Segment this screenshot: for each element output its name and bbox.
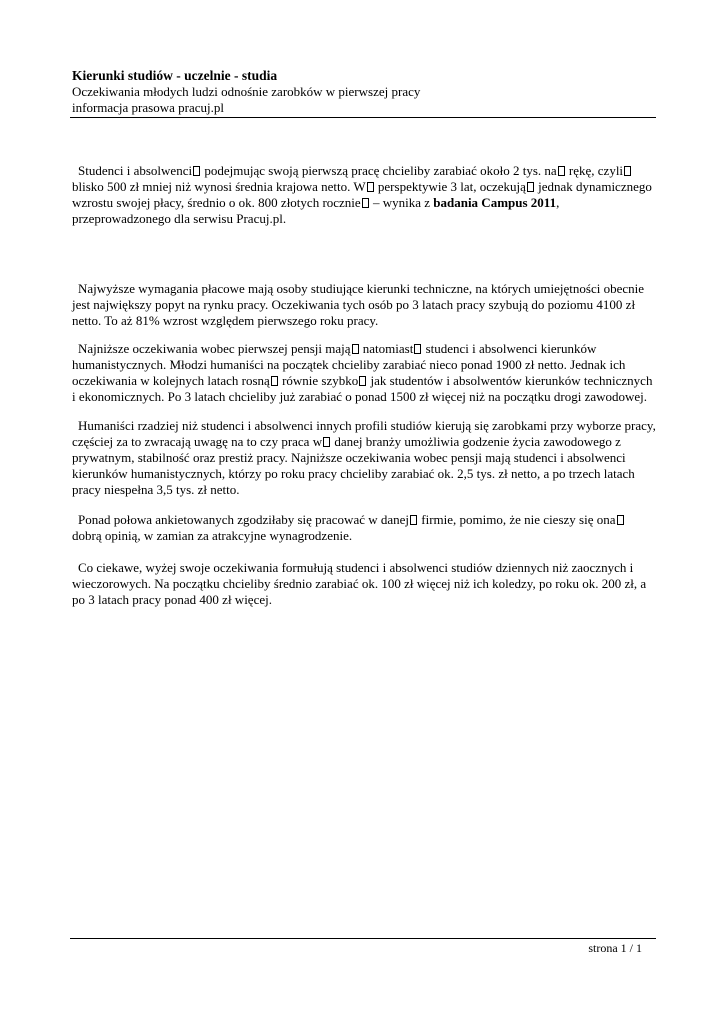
footer-divider	[70, 938, 656, 939]
paragraph-1-text: Studenci i absolwenci	[78, 163, 193, 178]
paragraph-3-text: równie szybko	[278, 373, 359, 388]
paragraph-1-text: blisko 500 zł mniej niż wynosi średnia krajowa netto. W	[72, 179, 366, 194]
paragraph-5	[72, 512, 656, 544]
paragraph-3-text: studenci i absolwenci kierunków humanistycznych. Młodzi humaniści na początek chcieliby zarabiać nieco ponad 1900 zł netto. Jednak ich oczekiwania w kolejnych latach rosną	[72, 341, 626, 388]
paragraph-1-text: – wynika z	[369, 195, 434, 210]
missing-glyph-icon	[362, 198, 369, 208]
paragraph-4-text: Humaniści rzadziej niż studenci i absolwenci innych profili studiów kierują się zarobkami przy wyborze pracy, częściej za to zwracają uwagę na to czy praca w	[72, 418, 656, 449]
missing-glyph-icon	[352, 344, 359, 354]
missing-glyph-icon	[558, 166, 565, 176]
page-number: strona 1 / 1	[588, 941, 642, 955]
paragraph-1-text: podejmując swoją pierwszą pracę chcieliby zarabiać około 2 tys. na	[201, 163, 557, 178]
paragraph-1	[72, 163, 656, 227]
paragraph-3	[72, 341, 656, 405]
missing-glyph-icon	[410, 515, 417, 525]
paragraph-3-text: natomiast	[359, 341, 414, 356]
header-divider	[70, 117, 656, 118]
paragraph-5-text: dobrą opinią, w zamian za atrakcyjne wynagrodzenie.	[72, 528, 353, 543]
paragraph-5-text: firmie, pomimo, że nie cieszy się ona	[418, 512, 616, 527]
paragraph-3-text: Najniższe oczekiwania wobec pierwszej pensji mają	[78, 341, 351, 356]
paragraph-3-text: jak studentów i absolwentów kierunków technicznych i ekonomicznych. Po 3 latach chcieliby już zarabiać o ponad 1500 zł więcej niż na początku drogi zawodowej.	[72, 373, 653, 404]
paragraph-1-text: jednak dynamicznego wzrostu swojej płacy, średnio o ok. 800 złotych rocznie	[72, 179, 652, 210]
paragraph-1-text: rękę, czyli	[565, 163, 624, 178]
missing-glyph-icon	[323, 437, 330, 447]
paragraph-6: Co ciekawe, wyżej swoje oczekiwania formułują studenci i absolwenci studiów dziennych niż zaocznych i wieczorowych. Na początku chcieliby średnio zarabiać ok. 100 zł więcej niż ich koledzy, po roku ok. 200 zł, a po 3 latach pracy ponad 400 zł więcej.	[72, 560, 647, 607]
document-subtitle: Oczekiwania młodych ludzi odnośnie zarobków w pierwszej pracy	[72, 84, 421, 99]
paragraph-4	[72, 418, 656, 498]
missing-glyph-icon	[624, 166, 631, 176]
campus-2011-link[interactable]: badania Campus 2011	[433, 195, 557, 210]
missing-glyph-icon	[359, 376, 366, 386]
missing-glyph-icon	[193, 166, 200, 176]
missing-glyph-icon	[271, 376, 278, 386]
missing-glyph-icon	[617, 515, 624, 525]
paragraph-2: Najwyższe wymagania płacowe mają osoby studiujące kierunki techniczne, na których umiejętności obecnie jest największy popyt na rynku pracy. Oczekiwania tych osób po 3 latach pracy szybują do poziomu 4100 zł netto. To aż 81% wzrost względem pierwszego roku pracy.	[72, 281, 645, 328]
paragraph-1-text: perspektywie 3 lat, oczekują	[374, 179, 526, 194]
document-header	[72, 68, 656, 116]
paragraph-4-text: danej branży umożliwia godzenie życia zawodowego z prywatnym, stabilność oraz prestiż pracy. Najniższe oczekiwania wobec pensji mają studenci i absolwenci kierunków humanistycznych, którzy po roku pracy chcieliby zarabiać ok. 2,5 tys. zł netto, a po trzech latach pracy niespełna 3,5 tys. zł netto.	[72, 434, 635, 497]
missing-glyph-icon	[527, 182, 534, 192]
document-source: informacja prasowa pracuj.pl	[72, 100, 224, 115]
paragraph-1-text: , przeprowadzonego dla serwisu Pracuj.pl.	[72, 195, 560, 226]
missing-glyph-icon	[367, 182, 374, 192]
paragraph-5-text: Ponad połowa ankietowanych zgodziłaby się pracować w danej	[78, 512, 410, 527]
missing-glyph-icon	[414, 344, 421, 354]
document-title: Kierunki studiów - uczelnie - studia	[72, 68, 278, 83]
